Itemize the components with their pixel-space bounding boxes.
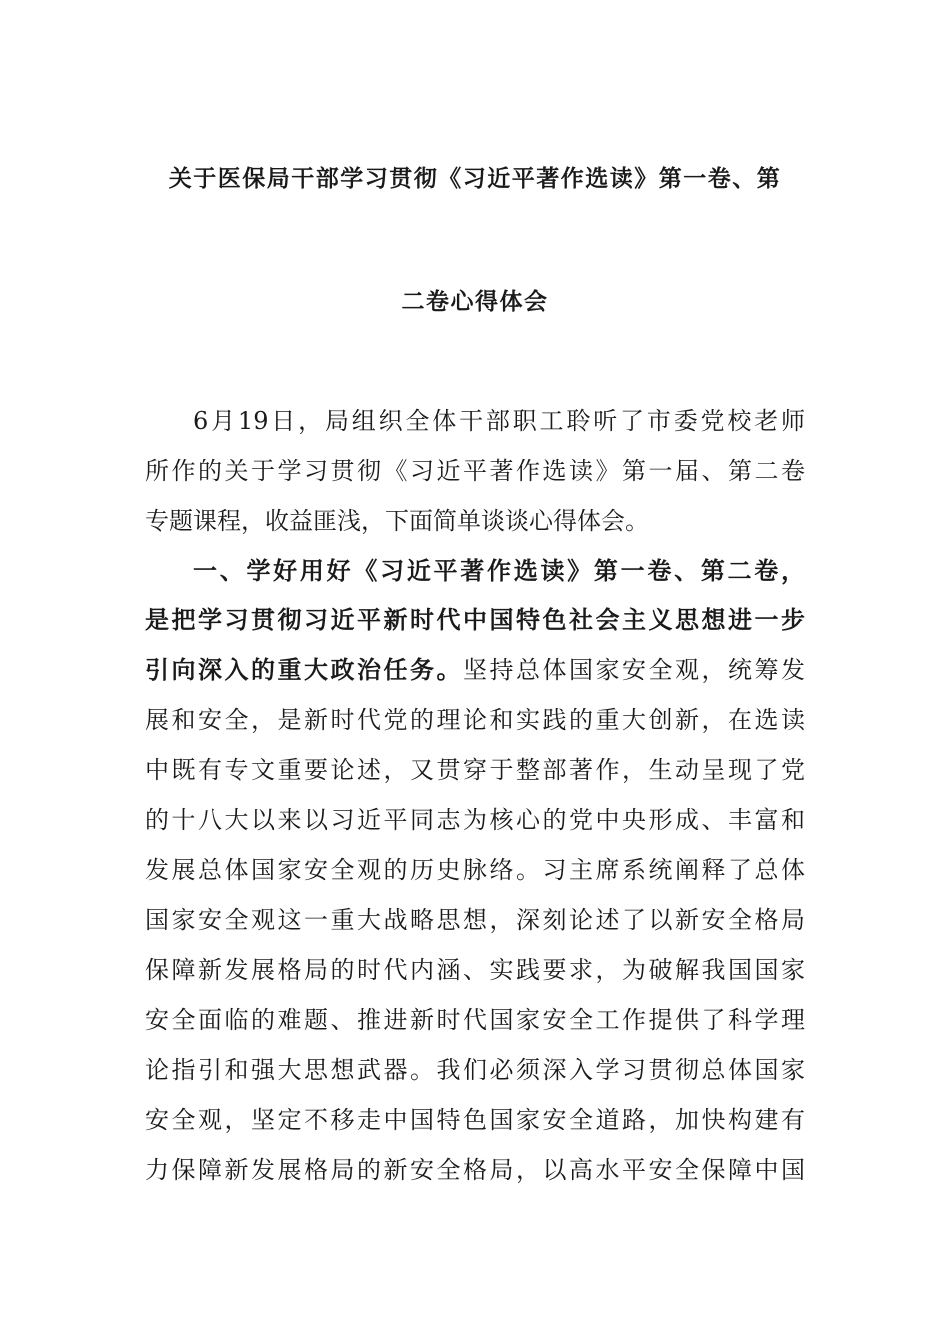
section-heading-tail: 引向深入的重大政治任务。 <box>145 655 463 684</box>
body-text: 坚持总体国家安全观，统筹发 <box>463 656 805 684</box>
document-title-line-2: 二卷心得体会 <box>401 288 549 315</box>
paragraph-line: 中既有专文重要论述，又贯穿于整部著作，生动呈现了党 <box>145 756 805 784</box>
paragraph-line: 的十八大以来以习近平同志为核心的党中央形成、丰富和 <box>145 806 805 834</box>
section-heading-line: 是把学习贯彻习近平新时代中国特色社会主义思想进一步 <box>145 605 805 634</box>
paragraph-line: 6月19日，局组织全体干部职工聆听了市委党校老师 <box>193 407 805 435</box>
paragraph-line: 国家安全观这一重大战略思想，深刻论述了以新安全格局 <box>145 906 805 934</box>
document-title-line-1: 关于医保局干部学习贯彻《习近平著作选读》第一卷、第 <box>168 165 782 192</box>
paragraph-line: 安全面临的难题、推进新时代国家安全工作提供了科学理 <box>145 1006 805 1034</box>
paragraph-line: 力保障新发展格局的新安全格局，以高水平安全保障中国 <box>145 1156 805 1184</box>
paragraph-line: 论指引和强大思想武器。我们必须深入学习贯彻总体国家 <box>145 1056 805 1084</box>
paragraph-line: 所作的关于学习贯彻《习近平著作选读》第一届、第二卷 <box>145 457 805 485</box>
paragraph-line: 发展总体国家安全观的历史脉络。习主席系统阐释了总体 <box>145 856 805 884</box>
paragraph-line: 专题课程，收益匪浅，下面简单谈谈心得体会。 <box>145 507 649 535</box>
paragraph-line: 保障新发展格局的时代内涵、实践要求，为破解我国国家 <box>145 956 805 984</box>
paragraph-line: 安全观，坚定不移走中国特色国家安全道路，加快构建有 <box>145 1106 805 1134</box>
section-heading-line: 一、学好用好《习近平著作选读》第一卷、第二卷， <box>193 556 805 585</box>
paragraph-line: 展和安全，是新时代党的理论和实践的重大创新，在选读 <box>145 706 805 734</box>
mixed-line <box>145 650 805 685</box>
